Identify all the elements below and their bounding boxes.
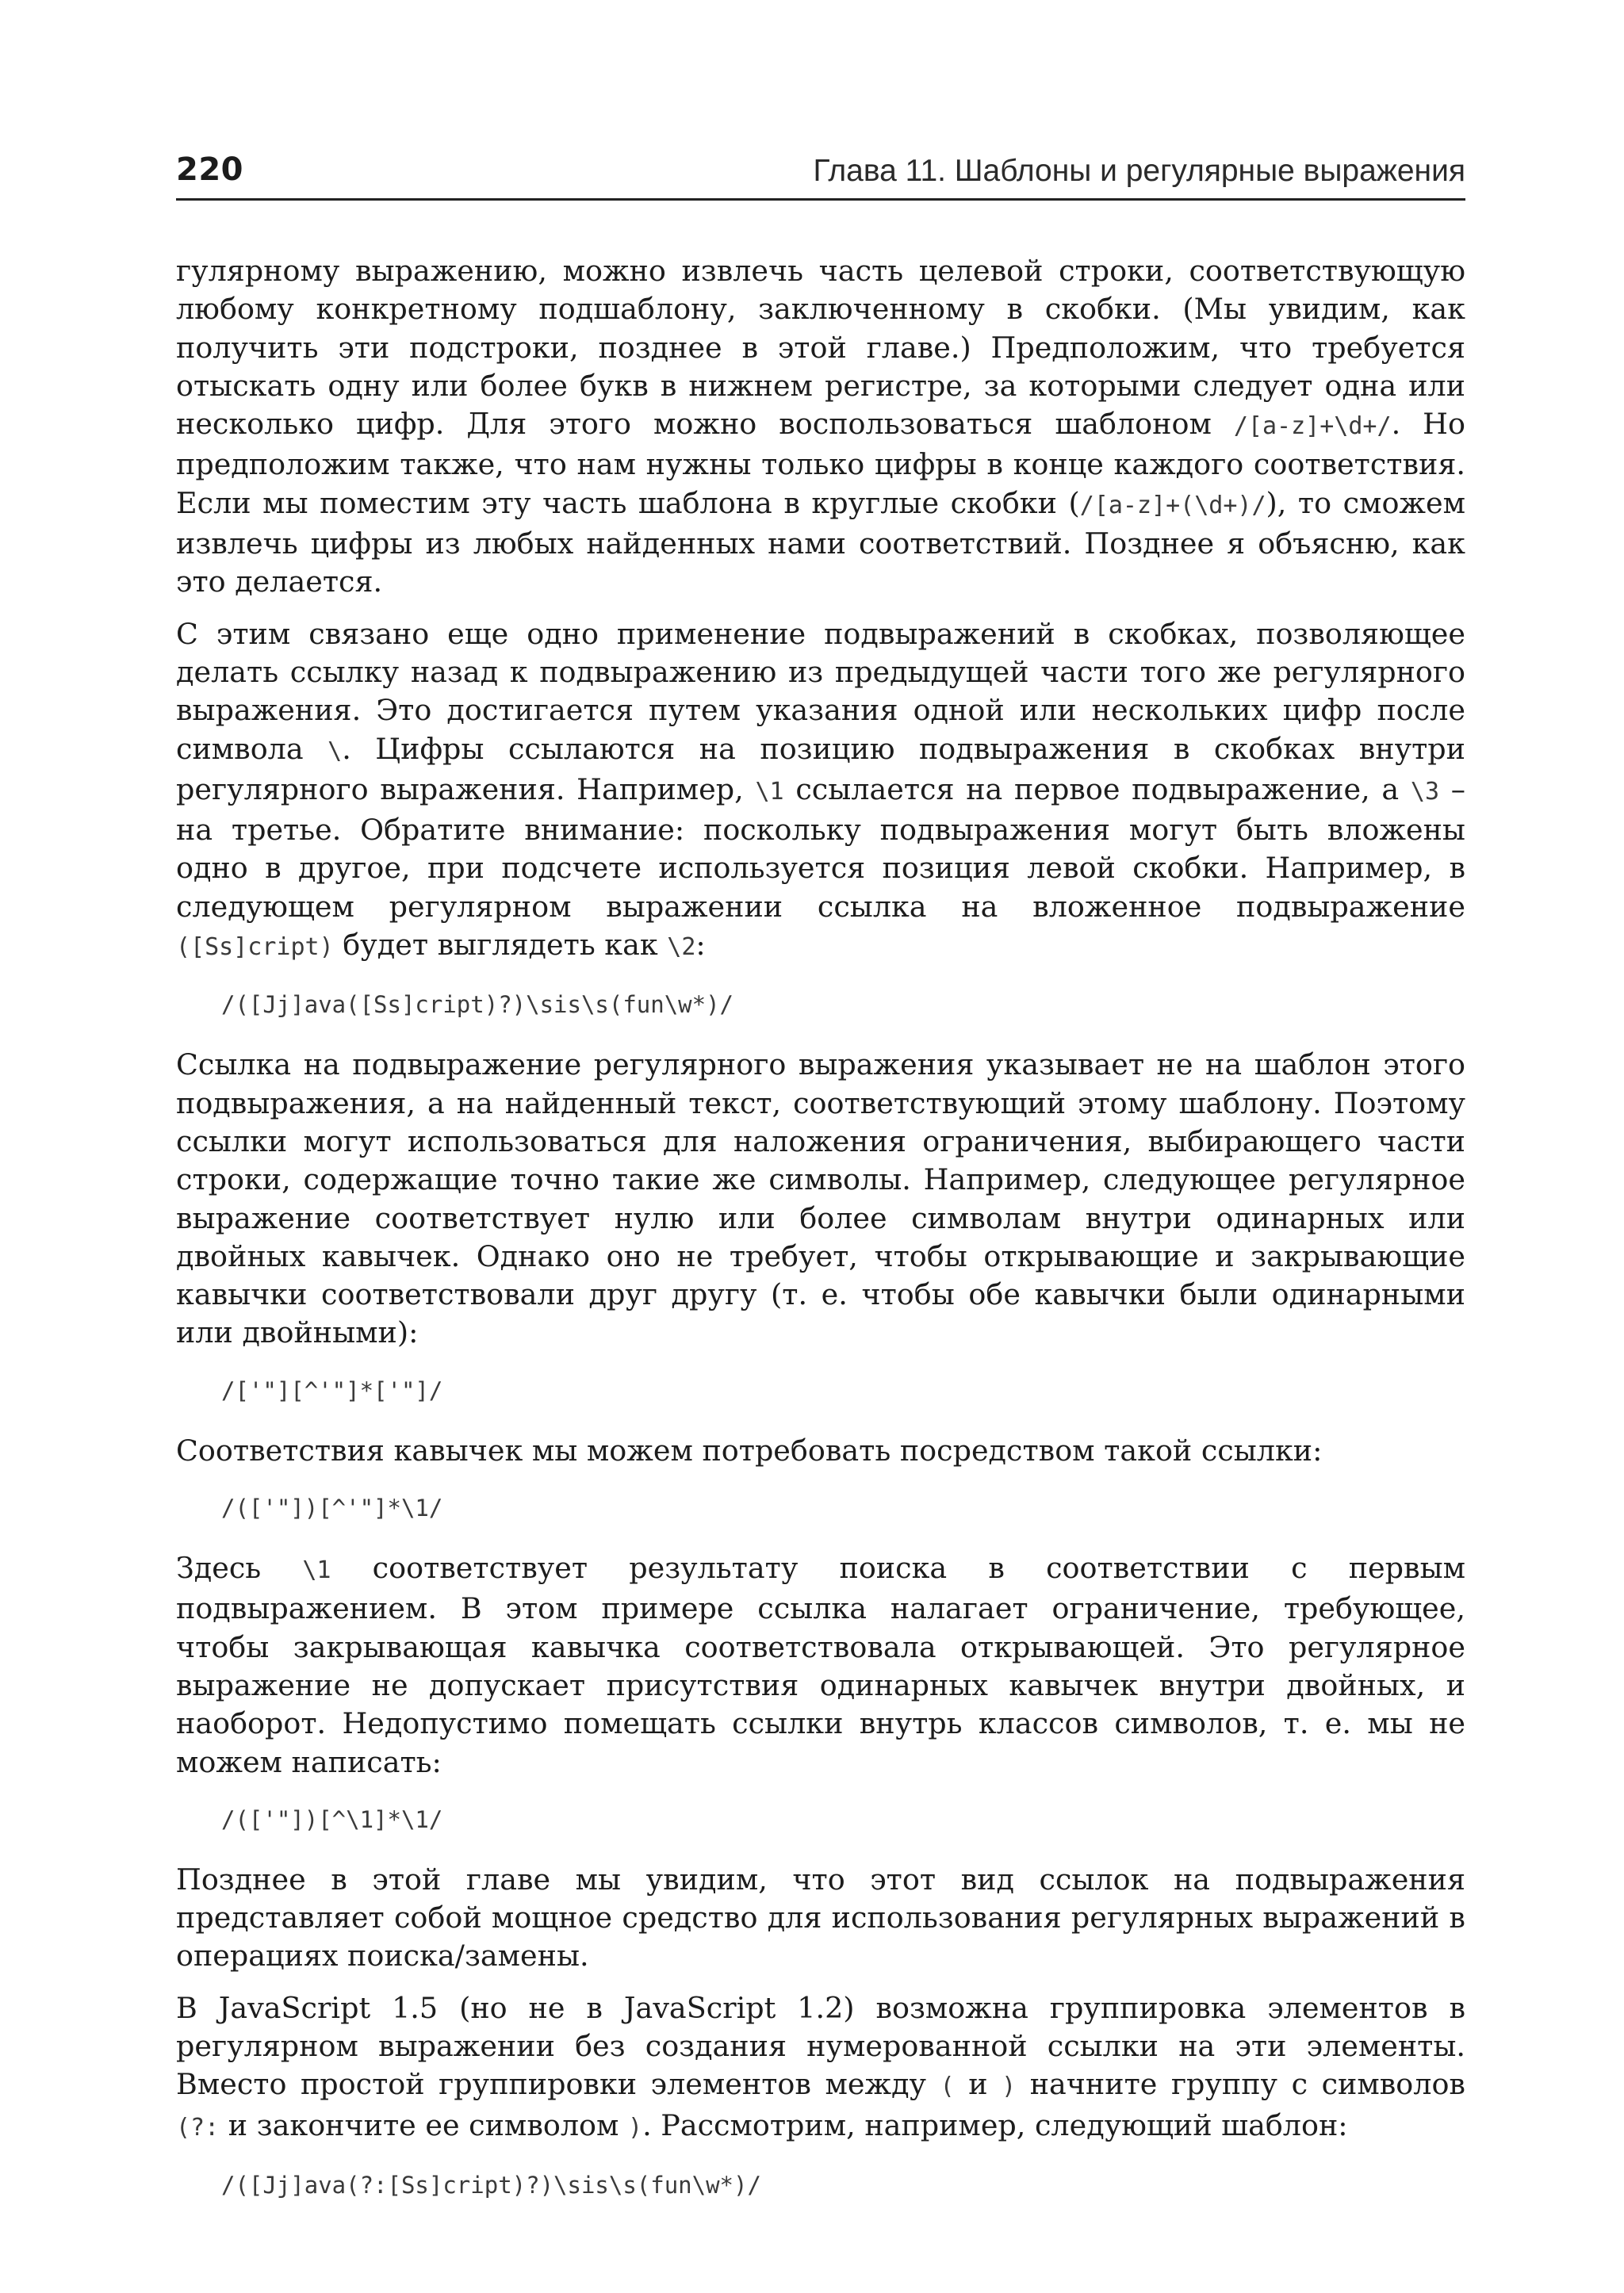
text-run: Соответствия кавычек мы можем потребовать посредством такой ссылки:	[176, 1433, 1323, 1468]
code-listing: /(['"])[^\1]*\1/	[221, 1805, 443, 1833]
inline-code: /[a-z]+\d+/	[1233, 412, 1392, 441]
text-run: ссылается на первое подвыражение, а	[783, 771, 1411, 806]
inline-code: \1	[302, 1556, 331, 1585]
text-run: будет выглядеть как	[333, 928, 668, 963]
body-paragraph	[176, 1046, 1465, 1352]
text-run: С этим связано еще одно применение подвыражений в скобках, позволяющее делать ссылку назад к подвыражению из предыдущей части того же регулярного выражения. Это достигается путем указания одной или нескольких цифр после символа	[176, 616, 1465, 766]
inline-code: )	[1002, 2073, 1017, 2101]
body-paragraph	[176, 1861, 1465, 1976]
inline-code: \	[327, 737, 343, 765]
text-run: . Рассмотрим, например, следующий шаблон:	[642, 2107, 1348, 2142]
running-head: Глава 11. Шаблоны и регулярные выражения	[813, 154, 1465, 188]
text-run: начните группу с символов	[1016, 2067, 1465, 2102]
code-listing: /['"][^'"]*['"]/	[221, 1376, 443, 1404]
text-run: – на третье. Обратите внимание: поскольку подвыражения могут быть вложены одно в другое, при подсчете используется позиция левой скобки. Например, в следующем регулярном выражении ссылка на вложенное подвыражение	[176, 771, 1466, 924]
inline-code: \2	[667, 933, 696, 962]
header-rule	[176, 198, 1465, 201]
page-body	[176, 252, 1465, 2226]
inline-code: \3	[1410, 777, 1440, 806]
code-listing: /([Jj]ava([Ss]cript)?)\sis\s(fun\w*)/	[221, 991, 734, 1019]
inline-code: (	[940, 2073, 955, 2101]
text-run: гулярному выражению, можно извлечь часть целевой строки, соответствующую любому конкретному подшаблону, заключенному в скобки. (Мы увидим, как получить эти подстроки, позднее в этой главе.) Предположим, что требуется отыскать одну или более букв в нижнем регистре, за которыми следует одна или несколько цифр. Для этого можно воспользоваться шаблоном	[176, 254, 1465, 442]
inline-code: \1	[755, 777, 784, 806]
page-number: 220	[176, 151, 243, 188]
inline-code: (?:	[176, 2113, 220, 2142]
body-paragraph	[176, 615, 1465, 967]
body-paragraph	[176, 1989, 1465, 2147]
text-run: Ссылка на подвыражение регулярного выражения указывает не на шаблон этого подвыражения, а на найденный текст, соответствующий этому шаблону. Поэтому ссылки могут использоваться для наложения ограничения, выбирающего части строки, содержащие точно такие же символы. Например, следующее регулярное выражение соответствует нулю или более символам внутри одинарных или двойных кавычек. Однако оно не требует, чтобы открывающие и закрывающие кавычки соответствовали друг другу (т. е. чтобы обе кавычки были одинарными или двойными):	[176, 1047, 1465, 1350]
code-listing: /(['"])[^'"]*\1/	[221, 1495, 443, 1522]
body-paragraph	[176, 252, 1465, 602]
body-paragraph	[176, 1549, 1465, 1782]
inline-code: ([Ss]cript)	[176, 933, 334, 962]
inline-code: /[a-z]+(\d+)/	[1079, 491, 1266, 519]
text-run: :	[695, 928, 706, 963]
text-run: соответствует результату поиска в соответствии с первым подвыражением. В этом примере ссылка налагает ограничение, требующее, чтобы закрывающая кавычка соответствовала открывающей. Это регулярное выражение не допускает присутствия одинарных кавычек внутри двойных, и наоборот. Недопустимо помещать ссылки внутрь классов символов, т. е. мы не можем написать:	[176, 1551, 1466, 1779]
inline-code: )	[628, 2113, 643, 2142]
text-run: В JavaScript 1.5 (но не в JavaScript 1.2) возможна группировка элементов в регулярном выражении без создания нумерованной ссылки на эти элементы. Вместо простой группировки элементов между	[176, 1990, 1465, 2102]
text-run: Позднее в этой главе мы увидим, что этот вид ссылок на подвыражения представляет собой мощное средство для использования регулярных выражений в операциях поиска/замены.	[176, 1862, 1465, 1973]
text-run: Здесь	[176, 1551, 303, 1586]
text-run: . Цифры ссылаются на позицию подвыражения в скобках внутри регулярного выражения. Например,	[176, 731, 1465, 806]
text-run: . Но предположим также, что нам нужны только цифры в конце каждого соответствия. Если мы поместим эту часть шаблона в круглые скобки (	[176, 407, 1465, 520]
code-listing: /([Jj]ava(?:[Ss]cript)?)\sis\s(fun\w*)/	[221, 2171, 761, 2199]
page-header	[176, 149, 1465, 197]
text-run: и закончите ее символом	[219, 2107, 628, 2142]
text-run: ), то сможем извлечь цифры из любых найденных нами соответствий. Позднее я объясню, как это делается.	[176, 485, 1465, 599]
text-run: и	[954, 2067, 1002, 2102]
body-paragraph	[176, 1432, 1465, 1470]
